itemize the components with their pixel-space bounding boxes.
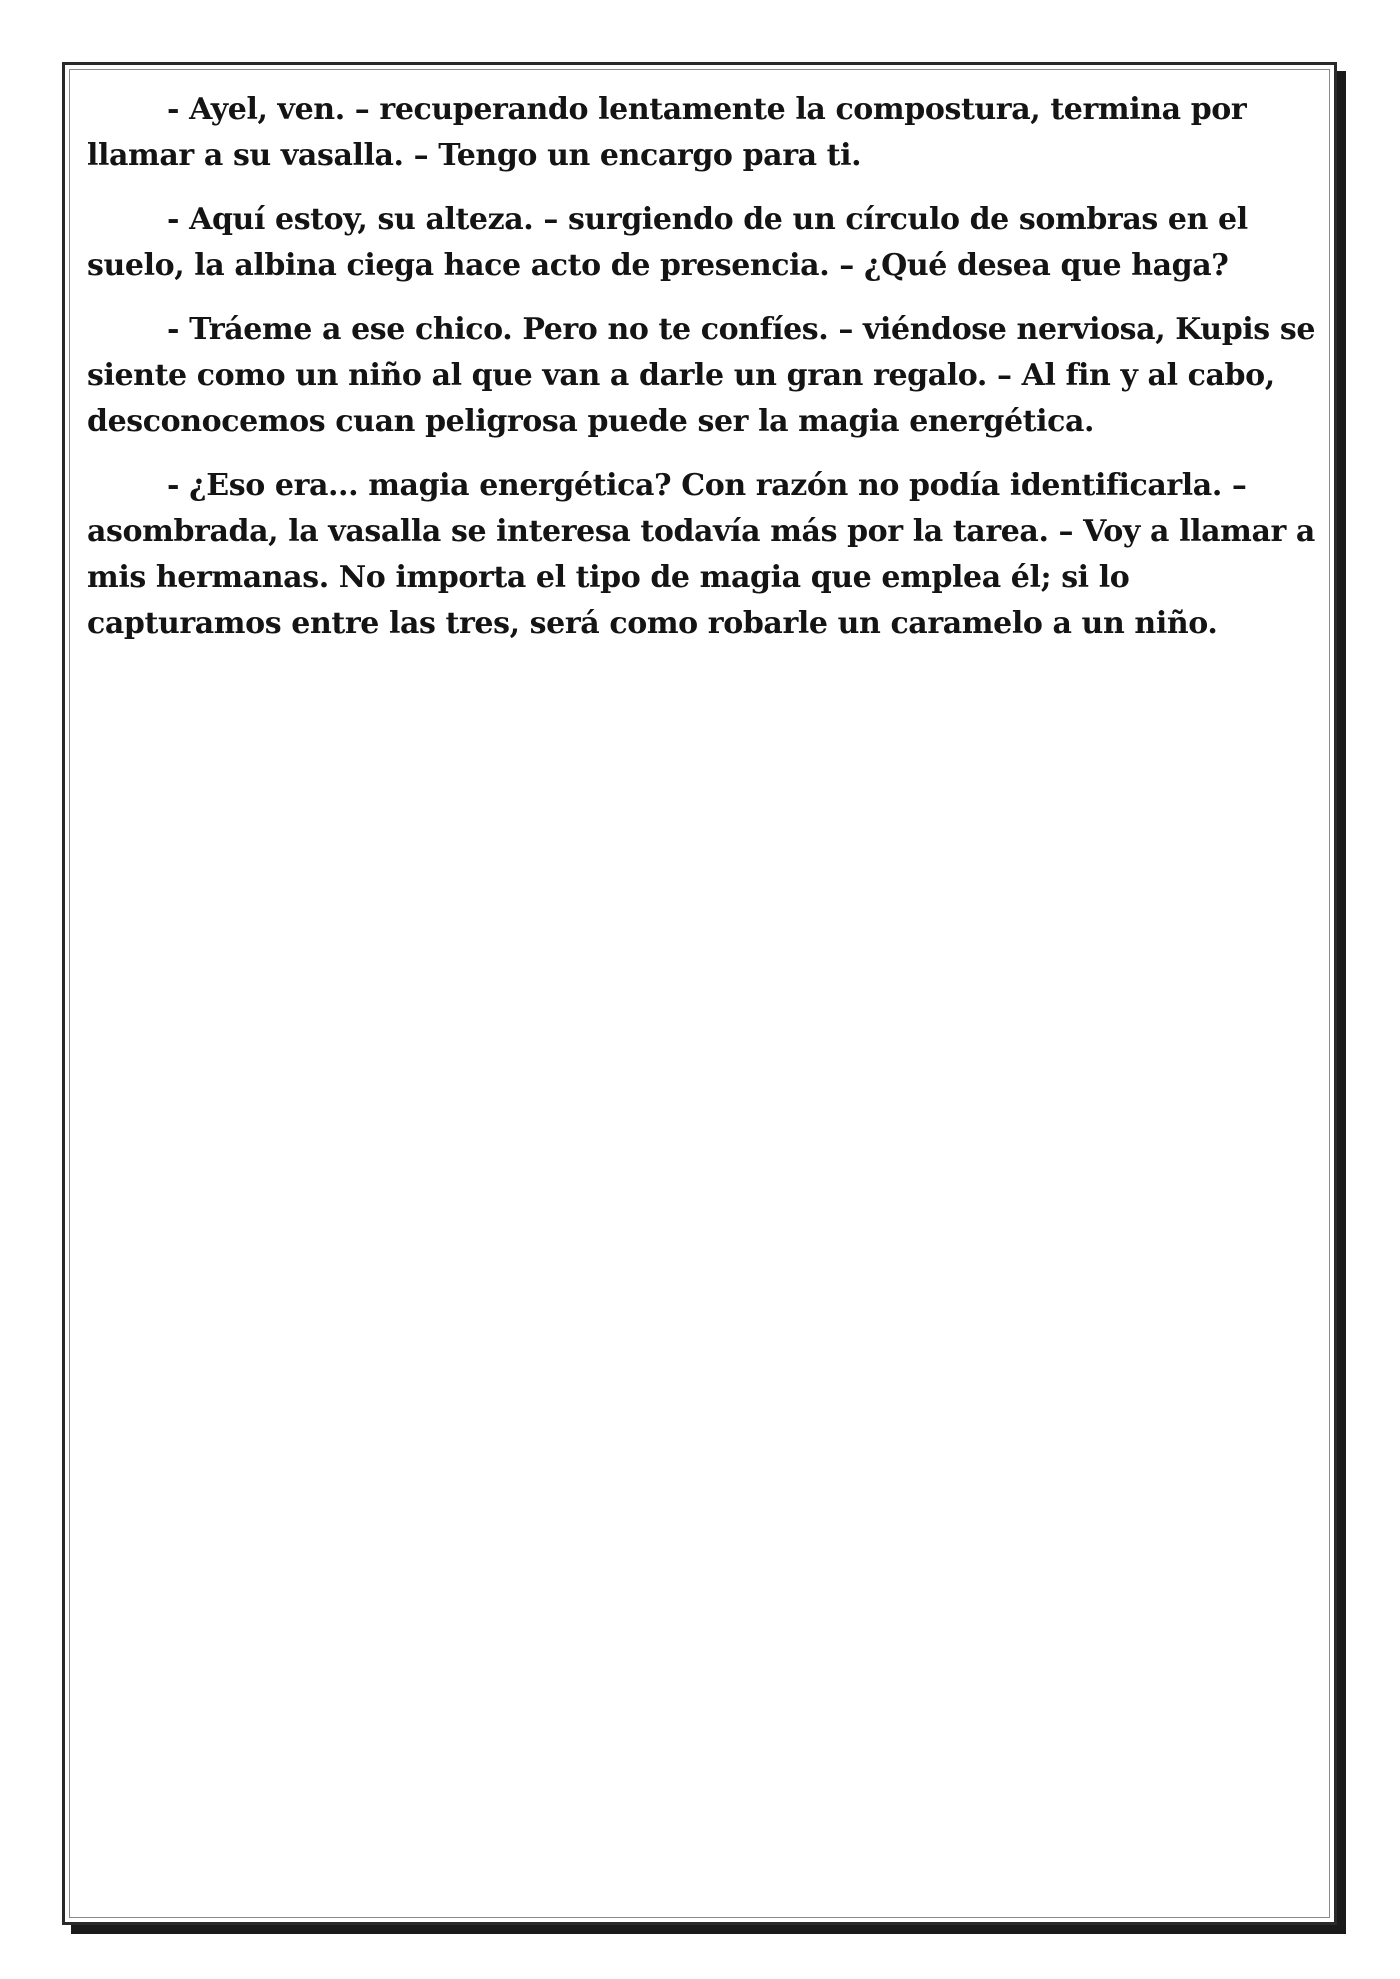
- page-body-text: [87, 87, 1315, 665]
- page-frame: [62, 62, 1337, 1925]
- paragraph: - Tráeme a ese chico. Pero no te confíes. – viéndose nerviosa, Kupis se siente como un niño al que van a darle un gran regalo. – Al fin y al cabo, desconocemos cuan peligrosa puede ser la magia energética.: [87, 312, 1316, 439]
- paragraph: - ¿Eso era... magia energética? Con razón no podía identificarla. – asombrada, la vasalla se interesa todavía más por la tarea. – Voy a llamar a mis hermanas. No importa el tipo de magia que emplea él; si lo capturamos entre las tres, será como robarle un caramelo a un niño.: [87, 468, 1315, 641]
- paragraph: - Aquí estoy, su alteza. – surgiendo de un círculo de sombras en el suelo, la albina ciega hace acto de presencia. – ¿Qué desea que haga?: [87, 202, 1248, 283]
- paragraph: - Ayel, ven. – recuperando lentamente la compostura, termina por llamar a su vasalla. – Tengo un encargo para ti.: [87, 92, 1247, 173]
